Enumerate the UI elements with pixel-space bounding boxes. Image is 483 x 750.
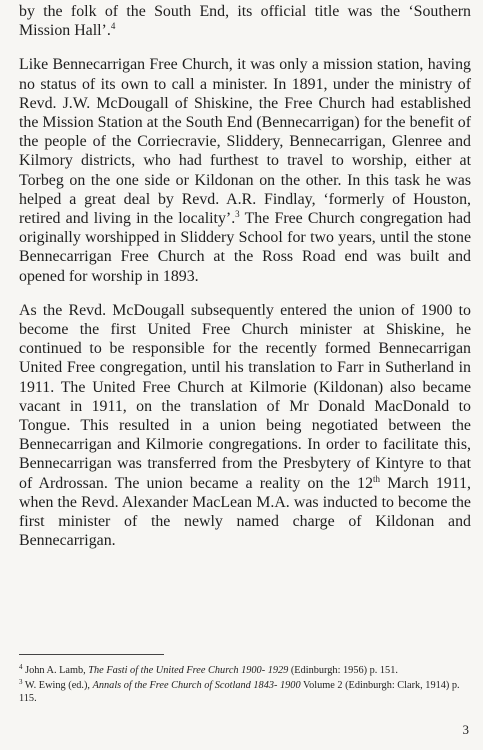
paragraph-2-text-after: The Free Church congregation had originally worshipped in Sliddery School for two years, until the stone Bennecarrigan Free Church at the Ross Road end was built and opened for worship in 1893. <box>19 210 471 285</box>
footnote-4-mark: 4 <box>19 663 23 671</box>
paragraph-1-text: by the folk of the South End, its official title was the ‘Southern Mission Hall’. <box>19 3 471 40</box>
paragraph-3-text: As the Revd. McDougall subsequently entered the union of 1900 to become the first United Free Church minister at Shiskine, he continued to be responsible for the recently formed Bennecarrigan United Free congregation, until his translation to Farr in Sutherland in 1911. The United Free Church at Kilmorie (Kildonan) also became vacant in 1911, on the translation of Mr Donald MacDonald to Tongue. This resulted in a union being negotiated between the Bennecarrigan and Kilmorie congregations. In order to facilitate this, Bennecarrigan was transferred from the Presbytery of Kintyre to that of Ardrossan. The union became a reality on the 12 <box>19 301 471 492</box>
paragraph-3-text-after: March 1911, when the Revd. Alexander MacLean M.A. was inducted to become the first minister of the newly named charge of Kildonan and Bennecarrigan. <box>19 474 471 550</box>
paragraph-3 <box>19 301 471 551</box>
paragraph-2-text: Like Bennecarrigan Free Church, it was only a mission station, having no status of its own to call a minister. In 1891, under the ministry of Revd. J.W. McDougall of Shiskine, the Free Church had established the Mission Station at the South End (Bennecarrigan) for the benefit of the people of the Corriecravie, Sliddery, Bennecarrigan, Glenree and Kilmory districts, who had furthest to travel to worship, either at Torbeg on the one side or Kildonan on the other. In this task he was helped a great deal by Revd. A.R. Findlay, ‘formerly of Houston, retired and living in the locality’. <box>19 56 471 228</box>
footnote-3 <box>19 679 471 705</box>
page-number: 3 <box>462 722 469 737</box>
body-text <box>19 2 471 565</box>
footnote-divider <box>19 654 164 655</box>
ordinal-suffix: th <box>373 473 381 484</box>
footnote-4 <box>19 664 471 677</box>
footnote-4-title: The Fasti of the United Free Church 1900- 1929 <box>88 665 289 676</box>
footnote-ref-4: 4 <box>110 21 116 32</box>
footnote-4-citation: (Edinburgh: 1956) p. 151. <box>288 665 398 676</box>
footnote-3-citation: Volume 2 (Edinburgh: Clark, 1914) p. 115. <box>19 680 460 704</box>
footnote-ref-3: 3 <box>235 209 240 220</box>
paragraph-1 <box>19 2 471 40</box>
paragraph-2 <box>19 55 471 285</box>
footnotes <box>19 664 471 707</box>
footnote-3-title: Annals of the Free Church of Scotland 1843- 1900 <box>92 680 301 691</box>
footnote-3-mark: 3 <box>19 678 23 686</box>
footnote-4-author: John A. Lamb, <box>22 665 89 676</box>
footnote-3-author: W. Ewing (ed.), <box>22 680 93 691</box>
